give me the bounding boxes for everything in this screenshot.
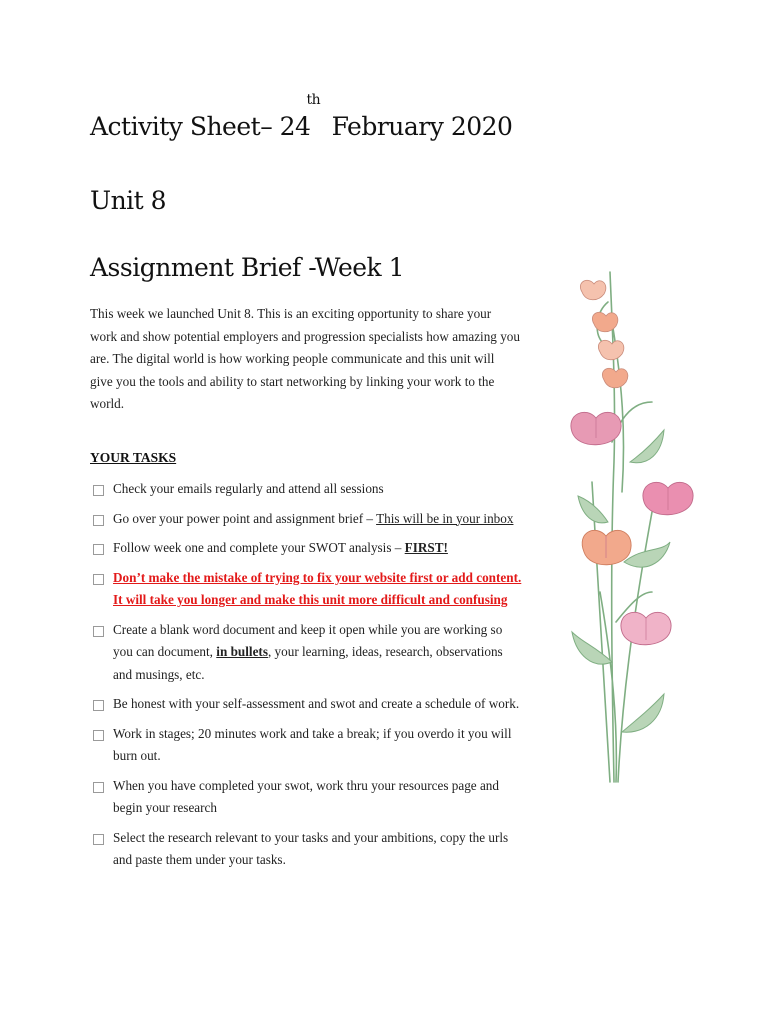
unit-heading: Unit 8 [90, 186, 167, 215]
task-emphasis: FIRST! [404, 540, 448, 555]
checkbox-icon[interactable] [93, 782, 104, 793]
task-text: Go over your power point and assignment brief – [113, 510, 377, 526]
title-suffix: February 2020 [331, 112, 513, 141]
task-text: Create a blank word document and keep it open while you are working so you can document, [113, 621, 503, 659]
task-item [93, 537, 523, 560]
title-prefix: Activity Sheet– 24 [90, 112, 311, 141]
assignment-brief-heading: Assignment Brief -Week 1 [90, 253, 405, 282]
task-item [93, 723, 523, 768]
task-text: Check your emails regularly and attend all sessions [113, 481, 384, 496]
checkbox-icon[interactable] [93, 834, 104, 845]
task-text: Select the research relevant to your tasks and your ambitions, copy the urls and paste them under your tasks. [113, 829, 509, 867]
task-text: Follow week one and complete your SWOT analysis – [113, 540, 405, 555]
checkbox-icon[interactable] [93, 730, 104, 741]
task-item [93, 827, 523, 872]
task-item [93, 508, 523, 531]
task-emphasis: in bullets [216, 644, 268, 659]
task-text-after: , your learning, ideas, research, observations and musings, etc. [113, 644, 503, 682]
checkbox-icon[interactable] [93, 515, 104, 526]
task-item [93, 693, 523, 716]
task-emphasis: This will be in your inbox [376, 510, 514, 526]
flower-illustration-icon [552, 262, 702, 802]
title-superscript: th [306, 91, 321, 108]
checkbox-icon[interactable] [93, 544, 104, 555]
page-title [90, 91, 513, 141]
task-item [93, 478, 523, 501]
checkbox-icon[interactable] [93, 626, 104, 637]
warning-text: Don’t make the mistake of trying to fix your website first or add content. It will take you longer and make this unit more difficult and confusing [113, 569, 522, 607]
task-text: Be honest with your self-assessment and swot and create a schedule of work. [113, 696, 520, 711]
checkbox-icon[interactable] [93, 700, 104, 711]
checkbox-icon[interactable] [93, 485, 104, 496]
task-list [93, 478, 523, 879]
task-text: Work in stages; 20 minutes work and take a break; if you overdo it you will burn out. [113, 725, 512, 763]
task-item [93, 619, 523, 687]
task-item-warning [93, 567, 523, 612]
intro-paragraph: This week we launched Unit 8. This is an exciting opportunity to share your work and show potential employers and progression specialists how amazing you are. The digital world is how working people communicate and this unit will give you the tools and ability to start networking by linking your work to the world. [90, 306, 520, 412]
checkbox-icon[interactable] [93, 574, 104, 585]
task-item [93, 775, 523, 820]
task-text: When you have completed your swot, work thru your resources page and begin your research [113, 777, 499, 815]
tasks-heading: YOUR TASKS [90, 450, 177, 465]
